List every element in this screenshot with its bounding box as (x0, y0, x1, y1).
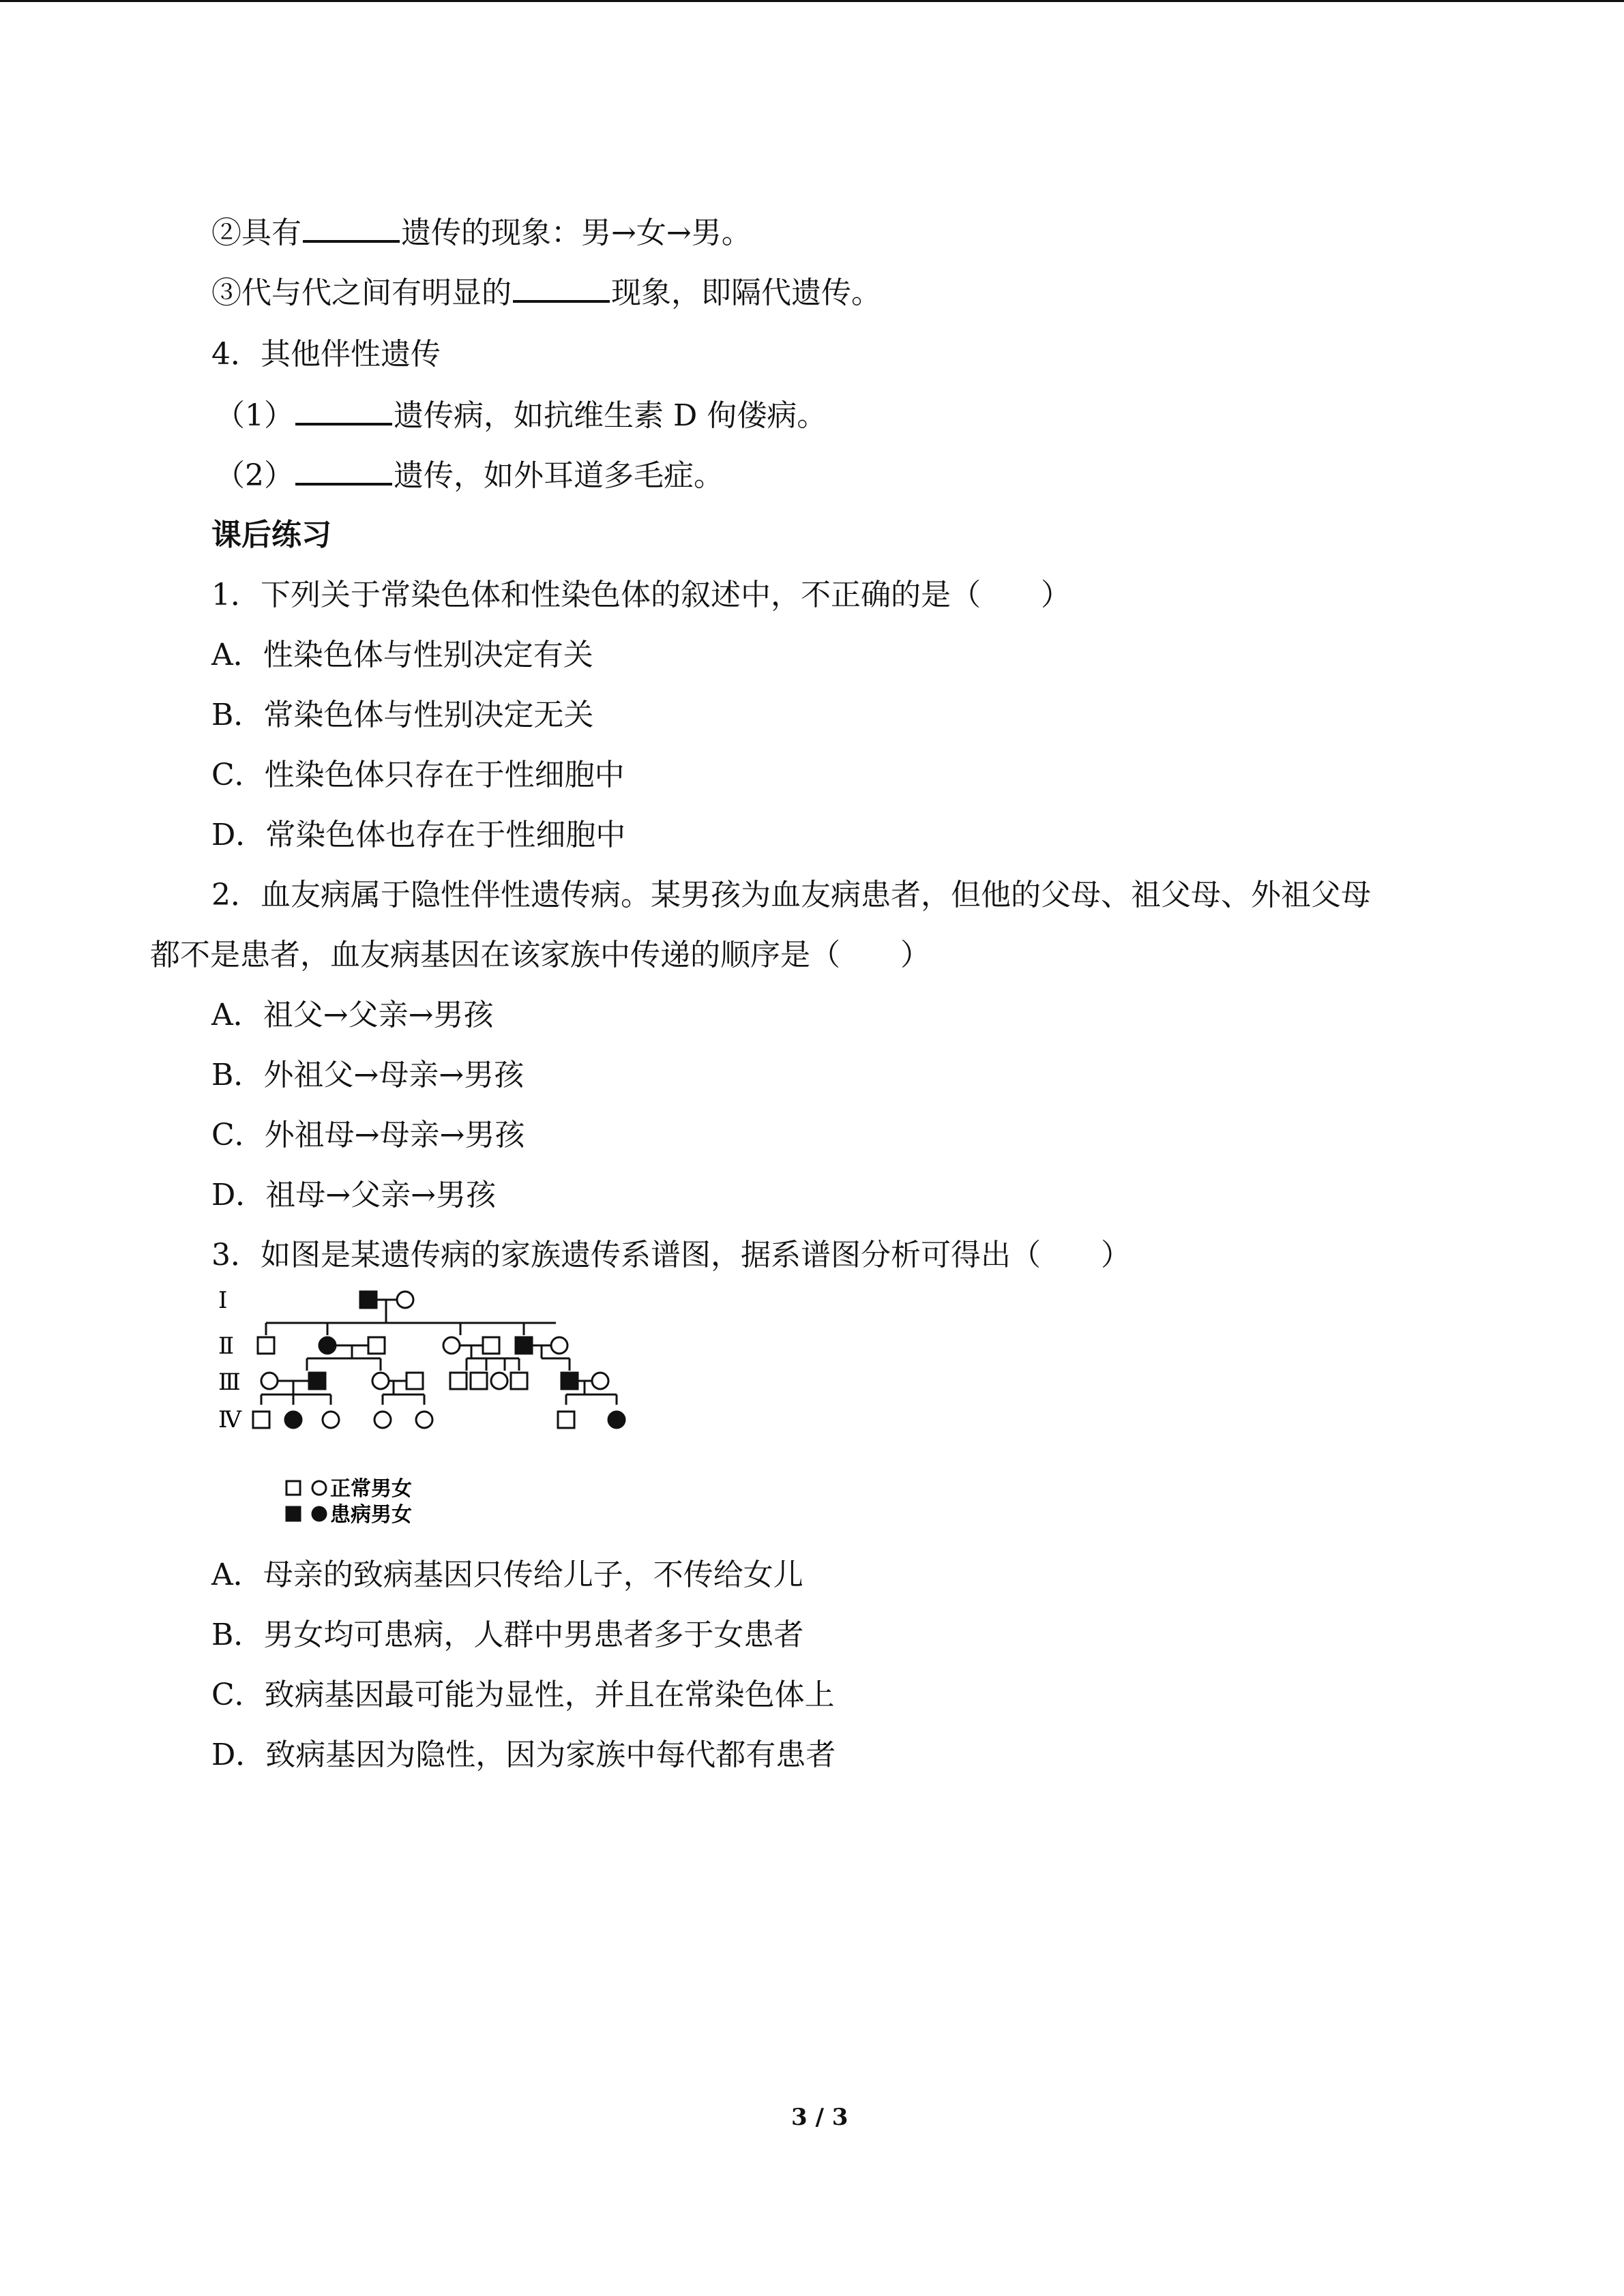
fill-blank[interactable] (295, 396, 392, 426)
section-title: 课后练习 (211, 518, 331, 552)
q3-option-b[interactable]: B．男女均可患病，人群中男患者多于女患者 (211, 1617, 804, 1652)
gen-label: Ⅲ (218, 1369, 241, 1396)
top-border (0, 0, 1624, 2)
text-line: ②具有 遗传的现象：男→女→男。 (211, 213, 752, 254)
fill-blank[interactable] (295, 456, 392, 486)
q3-option-a[interactable]: A．母亲的致病基因只传给儿子，不传给女儿 (211, 1557, 803, 1592)
q1-option-d[interactable]: D．常染色体也存在于性细胞中 (211, 818, 626, 852)
gen-label: Ⅱ (218, 1332, 235, 1360)
q2-option-d[interactable]: D．祖母→父亲→男孩 (211, 1178, 497, 1212)
text-line: ③代与代之间有明显的 现象，即隔代遗传。 (211, 273, 881, 314)
q2-option-a[interactable]: A．祖父→父亲→男孩 (211, 998, 494, 1032)
q2-option-b[interactable]: B．外祖父→母亲→男孩 (211, 1058, 525, 1092)
gen-label: Ⅳ (218, 1406, 241, 1433)
pedigree-diagram (205, 1282, 641, 1534)
q3-option-d[interactable]: D．致病基因为隐性，因为家族中每代都有患者 (211, 1738, 836, 1772)
question-2-stem-cont: 都不是患者，血友病基因在该家族中传递的顺序是（ ） (150, 938, 930, 972)
fill-blank[interactable] (303, 213, 400, 243)
q1-option-a[interactable]: A．性染色体与性别决定有关 (211, 638, 593, 672)
q3-option-c[interactable]: C．致病基因最可能为显性，并且在常染色体上 (211, 1678, 835, 1712)
legend-affected: 患病男女 (330, 1503, 412, 1527)
question-1-stem: 1．下列关于常染色体和性染色体的叙述中，不正确的是（ ） (211, 578, 1071, 612)
q2-option-c[interactable]: C．外祖母→母亲→男孩 (211, 1118, 525, 1152)
legend-normal: 正常男女 (330, 1477, 412, 1501)
q1-option-b[interactable]: B．常染色体与性别决定无关 (211, 698, 594, 732)
q1-option-c[interactable]: C．性染色体只存在于性细胞中 (211, 758, 625, 792)
text-line: 4．其他伴性遗传 (211, 337, 441, 372)
question-3-stem: 3．如图是某遗传病的家族遗传系谱图，据系谱图分析可得出（ ） (211, 1238, 1131, 1272)
fill-blank[interactable] (513, 273, 610, 303)
text-line: （2） 遗传，如外耳道多毛症。 (215, 456, 724, 496)
gen-label: Ⅰ (218, 1287, 228, 1314)
question-2-stem: 2．血友病属于隐性伴性遗传病。某男孩为血友病患者，但他的父母、祖父母、外祖父母 (211, 878, 1371, 912)
page-number: 3 / 3 (791, 2104, 848, 2131)
text-line: （1） 遗传病，如抗维生素 D 佝偻病。 (215, 396, 827, 436)
